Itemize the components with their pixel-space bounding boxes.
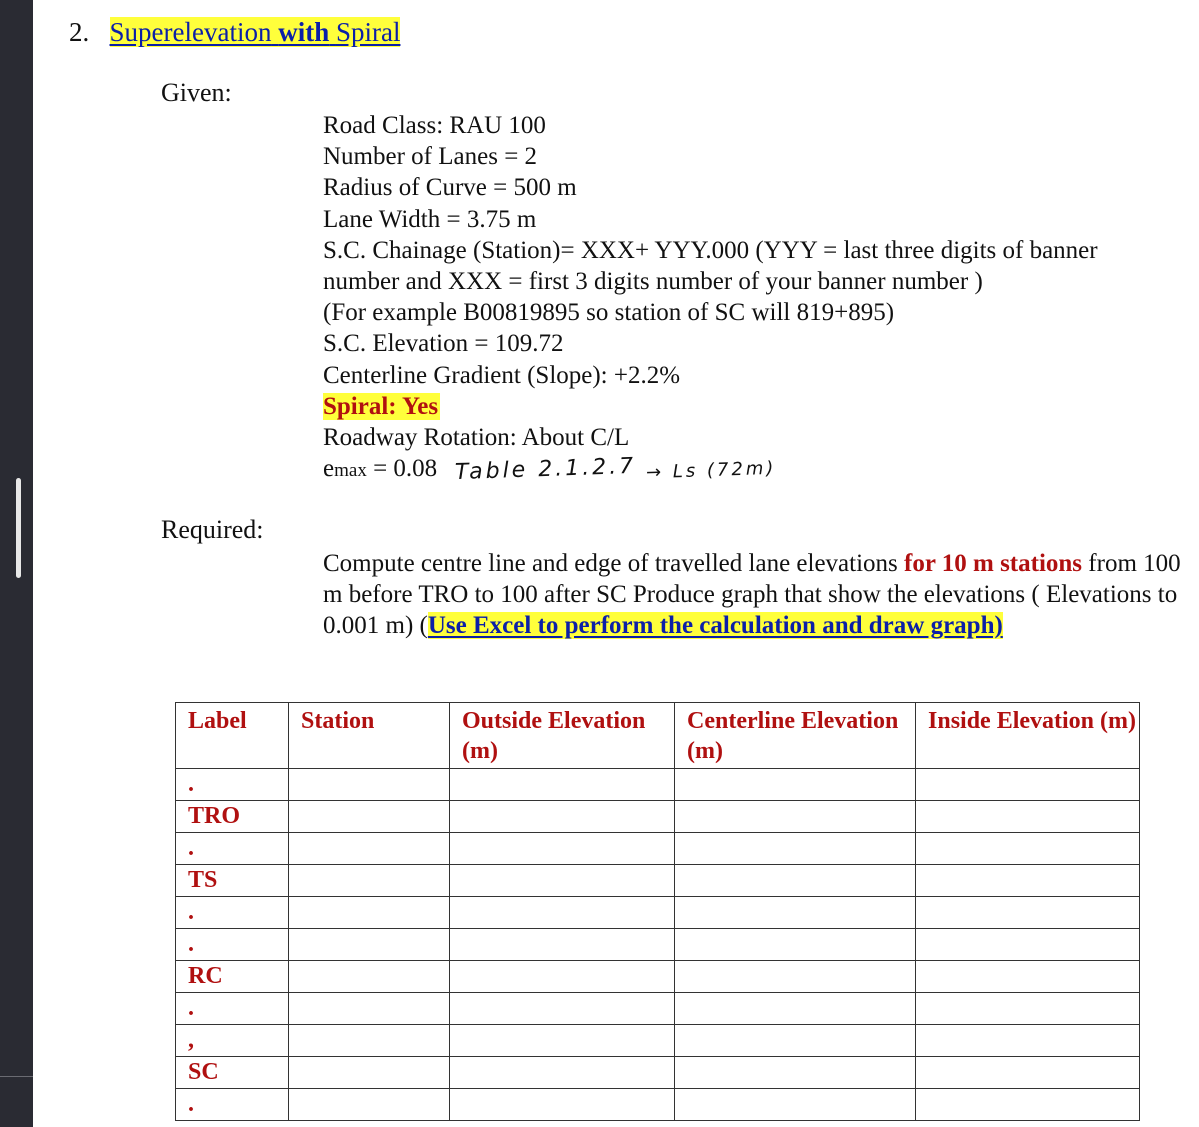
- row-label: TRO: [176, 801, 289, 833]
- row-label: .: [176, 769, 289, 801]
- row-label: TS: [176, 865, 289, 897]
- centerline-cell[interactable]: [675, 769, 916, 801]
- row-label: .: [176, 929, 289, 961]
- title-word-3: Spiral: [335, 17, 401, 47]
- inside-cell[interactable]: [916, 1057, 1140, 1089]
- road-class: Road Class: RAU 100: [323, 112, 546, 139]
- table-header-row: [176, 703, 1140, 769]
- station-cell[interactable]: [289, 897, 450, 929]
- outside-cell[interactable]: [450, 833, 675, 865]
- elevation-table: [175, 702, 1140, 1121]
- centerline-cell[interactable]: [675, 961, 916, 993]
- centerline-cell[interactable]: [675, 993, 916, 1025]
- station-cell[interactable]: [289, 1025, 450, 1057]
- centerline-cell[interactable]: [675, 1057, 916, 1089]
- station-cell[interactable]: [289, 993, 450, 1025]
- row-label: .: [176, 833, 289, 865]
- sc-elevation: S.C. Elevation = 109.72: [323, 330, 564, 358]
- header-label: Label: [176, 703, 289, 769]
- table-row: [176, 1057, 1140, 1089]
- header-station: Station: [289, 703, 450, 769]
- required-label: Required:: [161, 515, 264, 544]
- table-row: [176, 929, 1140, 961]
- inside-cell[interactable]: [916, 1089, 1140, 1121]
- outside-cell[interactable]: [450, 897, 675, 929]
- outside-cell[interactable]: [450, 769, 675, 801]
- inside-cell[interactable]: [916, 769, 1140, 801]
- centerline-cell[interactable]: [675, 1089, 916, 1121]
- lane-width: Lane Width = 3.75 m: [323, 205, 537, 233]
- inside-cell[interactable]: [916, 833, 1140, 865]
- header-inside-elevation: Inside Elevation (m): [916, 703, 1140, 769]
- outside-cell[interactable]: [450, 1057, 675, 1089]
- station-cell[interactable]: [289, 833, 450, 865]
- inside-cell[interactable]: [916, 897, 1140, 929]
- required-text-1: Compute centre line and edge of travelled lane elevations: [323, 550, 905, 577]
- roadway-rotation: Roadway Rotation: About C/L: [323, 424, 630, 452]
- section-heading: [69, 16, 400, 48]
- sidebar-divider: [0, 1076, 33, 1077]
- row-label: .: [176, 993, 289, 1025]
- table-row: [176, 865, 1140, 897]
- table-row: [176, 1089, 1140, 1121]
- required-red-text: for 10 m stations: [904, 550, 1083, 577]
- row-label: SC: [176, 1057, 289, 1089]
- spiral-highlight: Spiral: Yes: [323, 392, 439, 420]
- outside-cell[interactable]: [450, 1025, 675, 1057]
- emax-line: [323, 453, 1193, 486]
- inside-cell[interactable]: [916, 801, 1140, 833]
- sidebar-strip: [0, 0, 33, 1127]
- sc-chainage-line-1: S.C. Chainage (Station)= XXX+ YYY.000 (YYY = last three digits of banner: [323, 236, 1098, 264]
- centerline-cell[interactable]: [675, 929, 916, 961]
- outside-cell[interactable]: [450, 1089, 675, 1121]
- header-outside-elevation: Outside Elevation (m): [450, 703, 675, 769]
- centerline-cell[interactable]: [675, 833, 916, 865]
- table-row: [176, 801, 1140, 833]
- section-number: 2.: [69, 17, 90, 47]
- given-block: [323, 110, 1193, 486]
- table-row: [176, 897, 1140, 929]
- inside-cell[interactable]: [916, 865, 1140, 897]
- inside-cell[interactable]: [916, 961, 1140, 993]
- row-label: .: [176, 897, 289, 929]
- table-row: [176, 769, 1140, 801]
- station-cell[interactable]: [289, 1089, 450, 1121]
- row-label: RC: [176, 961, 289, 993]
- spiral-line: [323, 391, 1193, 422]
- table-row: [176, 993, 1140, 1025]
- outside-cell[interactable]: [450, 929, 675, 961]
- example-line: (For example B00819895 so station of SC will 819+895): [323, 299, 895, 327]
- excel-instruction: Use Excel to perform the calculation and draw graph): [427, 612, 1003, 639]
- number-of-lanes: Number of Lanes = 2: [323, 143, 538, 171]
- emax-letter: e: [323, 455, 335, 483]
- title-word-1: Superelevation: [109, 17, 272, 47]
- outside-cell[interactable]: [450, 865, 675, 897]
- section-title: [110, 17, 401, 47]
- station-cell[interactable]: [289, 929, 450, 961]
- given-label: Given:: [161, 78, 232, 107]
- outside-cell[interactable]: [450, 961, 675, 993]
- station-cell[interactable]: [289, 801, 450, 833]
- title-word-2: with: [278, 17, 330, 47]
- curve-radius: Radius of Curve = 500 m: [323, 174, 577, 202]
- inside-cell[interactable]: [916, 929, 1140, 961]
- row-label: .: [176, 1089, 289, 1121]
- required-block: [323, 548, 1183, 641]
- handwritten-table-note: Table 2.1.2.7: [454, 454, 637, 486]
- inside-cell[interactable]: [916, 1025, 1140, 1057]
- document-page: [33, 0, 1199, 1127]
- inside-cell[interactable]: [916, 993, 1140, 1025]
- sc-chainage-line-2: number and XXX = first 3 digits number of your banner number ): [323, 268, 983, 296]
- centerline-cell[interactable]: [675, 865, 916, 897]
- handwritten-ls-note: → Ls (72m): [646, 457, 778, 484]
- centerline-cell[interactable]: [675, 801, 916, 833]
- table-row: [176, 961, 1140, 993]
- station-cell[interactable]: [289, 1057, 450, 1089]
- outside-cell[interactable]: [450, 993, 675, 1025]
- table-row: [176, 1025, 1140, 1057]
- centerline-cell[interactable]: [675, 897, 916, 929]
- outside-cell[interactable]: [450, 801, 675, 833]
- station-cell[interactable]: [289, 865, 450, 897]
- emax-value: = 0.08: [366, 455, 438, 483]
- station-cell[interactable]: [289, 769, 450, 801]
- row-label: ,: [176, 1025, 289, 1057]
- emax-subscript: max: [334, 460, 367, 482]
- required-text-2: from 100 m before TRO to 100 after SC Produce graph that show the elevations ( Elevations to 0.001 m) (: [323, 550, 1181, 639]
- scrollbar-thumb[interactable]: [16, 478, 21, 578]
- header-centerline-elevation: Centerline Elevation (m): [675, 703, 916, 769]
- centerline-cell[interactable]: [675, 1025, 916, 1057]
- station-cell[interactable]: [289, 961, 450, 993]
- table-row: [176, 833, 1140, 865]
- centerline-gradient: Centerline Gradient (Slope): +2.2%: [323, 361, 681, 389]
